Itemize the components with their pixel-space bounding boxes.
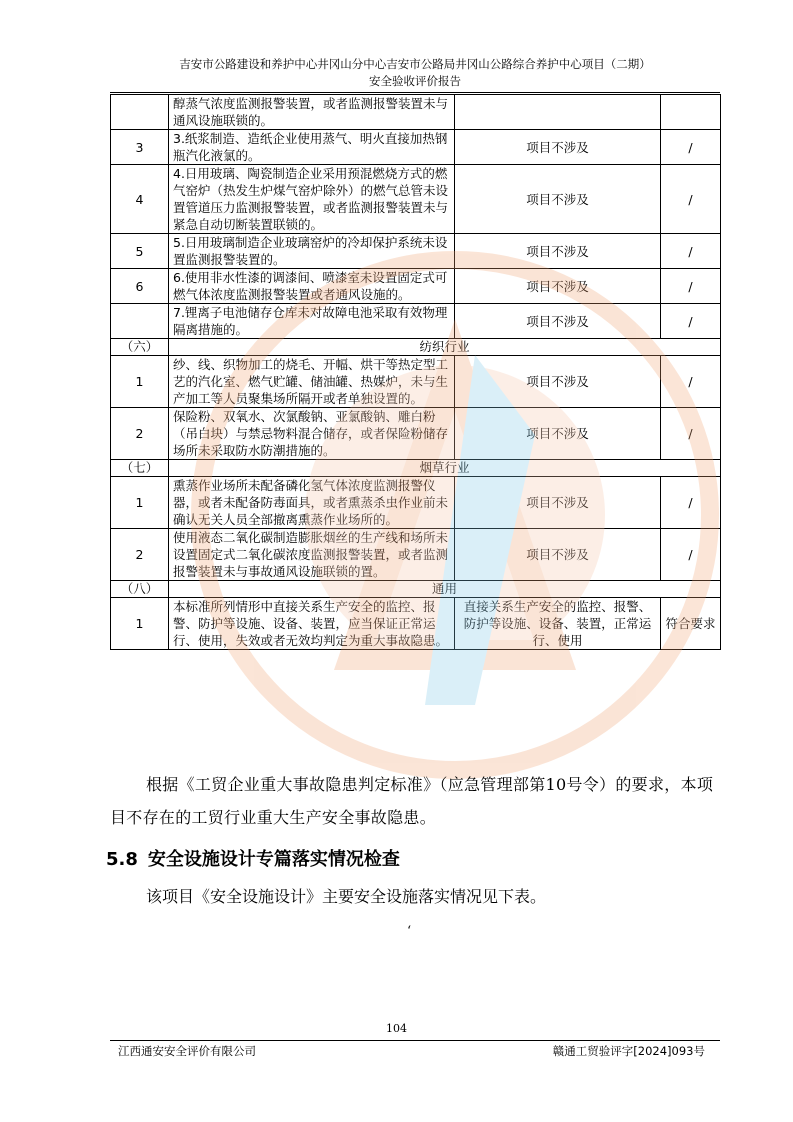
row-status (455, 95, 661, 130)
row-result: / (661, 165, 721, 234)
row-number: 5 (111, 234, 169, 269)
row-description: 7.锂离子电池储存仓库未对故障电池采取有效物理隔离措施的。 (169, 304, 455, 339)
section-title: 通用 (169, 581, 721, 598)
row-result: / (661, 529, 721, 581)
row-result: / (661, 130, 721, 165)
table-row (111, 529, 721, 581)
header-line-2: 安全验收评价报告 (369, 74, 461, 88)
section-label: （六） (111, 339, 169, 356)
footer-rule (110, 1040, 720, 1041)
row-status: 直接关系生产安全的监控、报警、防护等设施、设备、装置，正常运行、使用 (455, 598, 661, 650)
table-row (111, 130, 721, 165)
row-number: 1 (111, 477, 169, 529)
row-number: 2 (111, 529, 169, 581)
row-status: 项目不涉及 (455, 269, 661, 304)
row-description: 保险粉、双氧水、次氯酸钠、亚氯酸钠、雕白粉（吊白块）与禁忌物料混合储存，或者保险粉储存场所未采取防水防潮措施的。 (169, 408, 455, 460)
row-status: 项目不涉及 (455, 529, 661, 581)
row-status: 项目不涉及 (455, 130, 661, 165)
section-title: 烟草行业 (169, 460, 721, 477)
section-label: （八） (111, 581, 169, 598)
row-result (661, 95, 721, 130)
table-row (111, 165, 721, 234)
conclusion-paragraph: 根据《工贸企业重大事故隐患判定标准》（应急管理部第10号令）的要求，本项目不存在的工贸行业重大生产安全事故隐患。 (110, 775, 714, 827)
table-section-row (111, 581, 721, 598)
section-heading-number: 5.8 (106, 849, 138, 870)
row-result: / (661, 234, 721, 269)
footer-company: 江西通安安全评价有限公司 (118, 1044, 256, 1058)
section-title: 纺织行业 (169, 339, 721, 356)
row-status: 项目不涉及 (455, 477, 661, 529)
header-rule (110, 92, 720, 93)
row-result: / (661, 408, 721, 460)
section-heading (106, 845, 400, 871)
hazard-table-body (111, 95, 721, 650)
row-number: 1 (111, 356, 169, 408)
page-header (110, 56, 720, 90)
row-description: 纱、线、织物加工的烧毛、开幅、烘干等热定型工艺的汽化室、燃气贮罐、储油罐、热媒炉，未与生产加工等人员聚集场所隔开或者单独设置的。 (169, 356, 455, 408)
row-number (111, 304, 169, 339)
row-result: / (661, 304, 721, 339)
row-result: / (661, 477, 721, 529)
table-row (111, 95, 721, 130)
table-row (111, 408, 721, 460)
row-status: 项目不涉及 (455, 304, 661, 339)
row-description: 本标准所列情形中直接关系生产安全的监控、报警、防护等设施、设备、装置，应当保证正常运行、使用，失效或者无效均判定为重大事故隐患。 (169, 598, 455, 650)
intro-paragraph: 该项目《安全设施设计》主要安全设施落实情况见下表。 (146, 887, 547, 906)
row-status: 项目不涉及 (455, 408, 661, 460)
row-description: 6.使用非水性漆的调漆间、喷漆室未设置固定式可燃气体浓度监测报警装置或者通风设施的。 (169, 269, 455, 304)
footer-report-number: 赣通工贸验评字[2024]093号 (552, 1044, 705, 1058)
section-heading-text: 安全设施设计专篇落实情况检查 (147, 849, 400, 870)
row-number: 2 (111, 408, 169, 460)
row-description: 醇蒸气浓度监测报警装置，或者监测报警装置未与通风设施联锁的。 (169, 95, 455, 130)
section-label: （七） (111, 460, 169, 477)
row-status: 项目不涉及 (455, 234, 661, 269)
row-description: 3.纸浆制造、造纸企业使用蒸气、明火直接加热钢瓶汽化液氯的。 (169, 130, 455, 165)
table-section-row (111, 339, 721, 356)
row-description: 熏蒸作业场所未配备磷化氢气体浓度监测报警仪器，或者未配备防毒面具，或者熏蒸杀虫作业前未确认无关人员全部撤离熏蒸作业场所的。 (169, 477, 455, 529)
row-number: 1 (111, 598, 169, 650)
table-section-row (111, 460, 721, 477)
row-result: / (661, 356, 721, 408)
row-description: 使用液态二氧化碳制造膨胀烟丝的生产线和场所未设置固定式二氧化碳浓度监测报警装置，或者监测报警装置未与事故通风设施联锁的置。 (169, 529, 455, 581)
row-result: / (661, 269, 721, 304)
table-row (111, 598, 721, 650)
row-description: 4.日用玻璃、陶瓷制造企业采用预混燃烧方式的燃气窑炉（热发生炉煤气窑炉除外）的燃气总管未设置管道压力监测报警装置，或者监测报警装置未与紧急自动切断装置联锁的。 (169, 165, 455, 234)
row-number: 4 (111, 165, 169, 234)
table-row (111, 356, 721, 408)
table-row (111, 304, 721, 339)
row-result: 符合要求 (661, 598, 721, 650)
row-status: 项目不涉及 (455, 165, 661, 234)
header-line-1: 吉安市公路建设和养护中心井冈山分中心吉安市公路局井冈山公路综合养护中心项目（二期） (179, 57, 651, 71)
row-number: 6 (111, 269, 169, 304)
page-number: 104 (386, 1022, 407, 1035)
stray-mark: ‘ (407, 924, 412, 939)
row-number: 3 (111, 130, 169, 165)
hazard-table (110, 94, 721, 650)
row-status: 项目不涉及 (455, 356, 661, 408)
table-row (111, 269, 721, 304)
row-number (111, 95, 169, 130)
row-description: 5.日用玻璃制造企业玻璃窑炉的冷却保护系统未设置监测报警装置的。 (169, 234, 455, 269)
table-row (111, 477, 721, 529)
table-row (111, 234, 721, 269)
